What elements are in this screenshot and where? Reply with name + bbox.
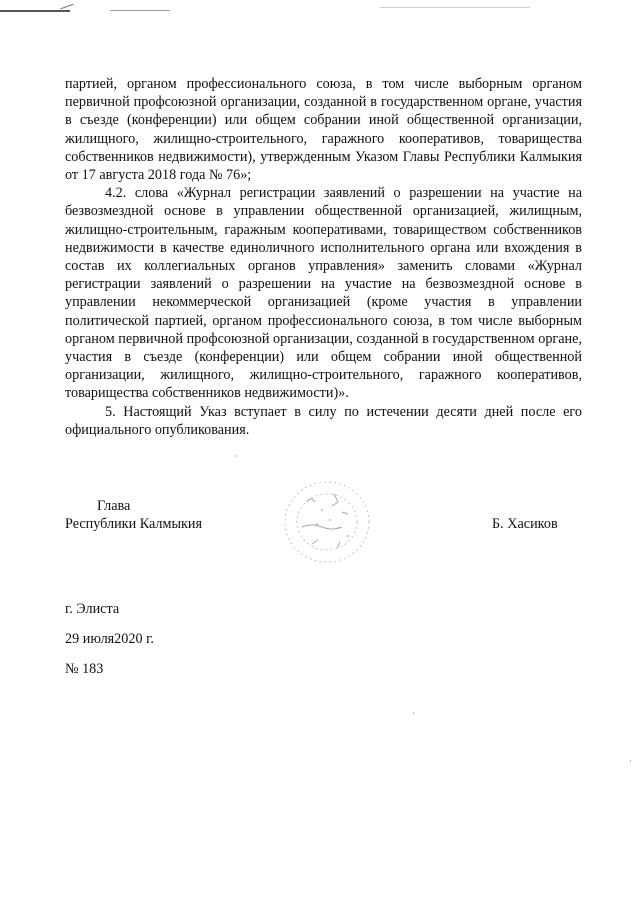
document-meta	[65, 600, 154, 691]
document-place: г. Элиста	[65, 601, 120, 617]
signatory-name: Б. Хасиков	[492, 516, 558, 532]
document-body	[65, 75, 582, 439]
scan-mark	[380, 7, 530, 8]
paragraph-item-5: 5. Настоящий Указ вступает в силу по истечении десяти дней после его официального опубликования.	[65, 403, 582, 438]
scan-speck	[236, 455, 237, 457]
document-number: № 183	[65, 661, 104, 678]
signature-block	[65, 497, 582, 537]
signatory-title-line2: Республики Калмыкия	[65, 516, 203, 532]
scan-speck	[413, 712, 414, 714]
paragraph-item-4-2: 4.2. слова «Журнал регистрации заявлений о разрешении на участие на безвозмездной основе в управлении общественной организацией, жилищным, жилищно-строительным, гаражным кооперативами, товариществом собственников недвижимости в качестве единоличного исполнительного органа или вхождения в состав их коллегиальных органов управления» заменить словами «Журнал регистрации заявлений о разрешении на участие на безвозмездной основе в управлении некоммерческой организацией (кроме участия в управлении политической партией, органом профессионального союза, в том числе выборным органом первичной профсоюзной организации, созданной в государственном органе, участия в съезде (конференции) или общем собрании иной общественной организации, жилищного, жилищно-строительного, гаражного кооперативов, товарищества собственников недвижимости)».	[65, 185, 582, 402]
document-date: 29 июля2020 г.	[65, 631, 154, 648]
scan-mark	[110, 10, 170, 11]
scan-mark	[0, 10, 70, 12]
scan-mark	[60, 4, 73, 10]
scan-speck	[630, 760, 631, 762]
paragraph-continuation: партией, органом профессионального союза, в том числе выборным органом первичной профсоюзной организации, созданной в государственном органе, участия в съезде (конференции) или общем собрании иной общественной организации, жилищного, жилищно-строительного, гаражного кооперативов, товарищества собственников недвижимости), утвержденным Указом Главы Республики Калмыкия от 17 августа 2018 года № 76»;	[65, 76, 582, 184]
signatory-title-line1: Глава	[97, 498, 131, 514]
